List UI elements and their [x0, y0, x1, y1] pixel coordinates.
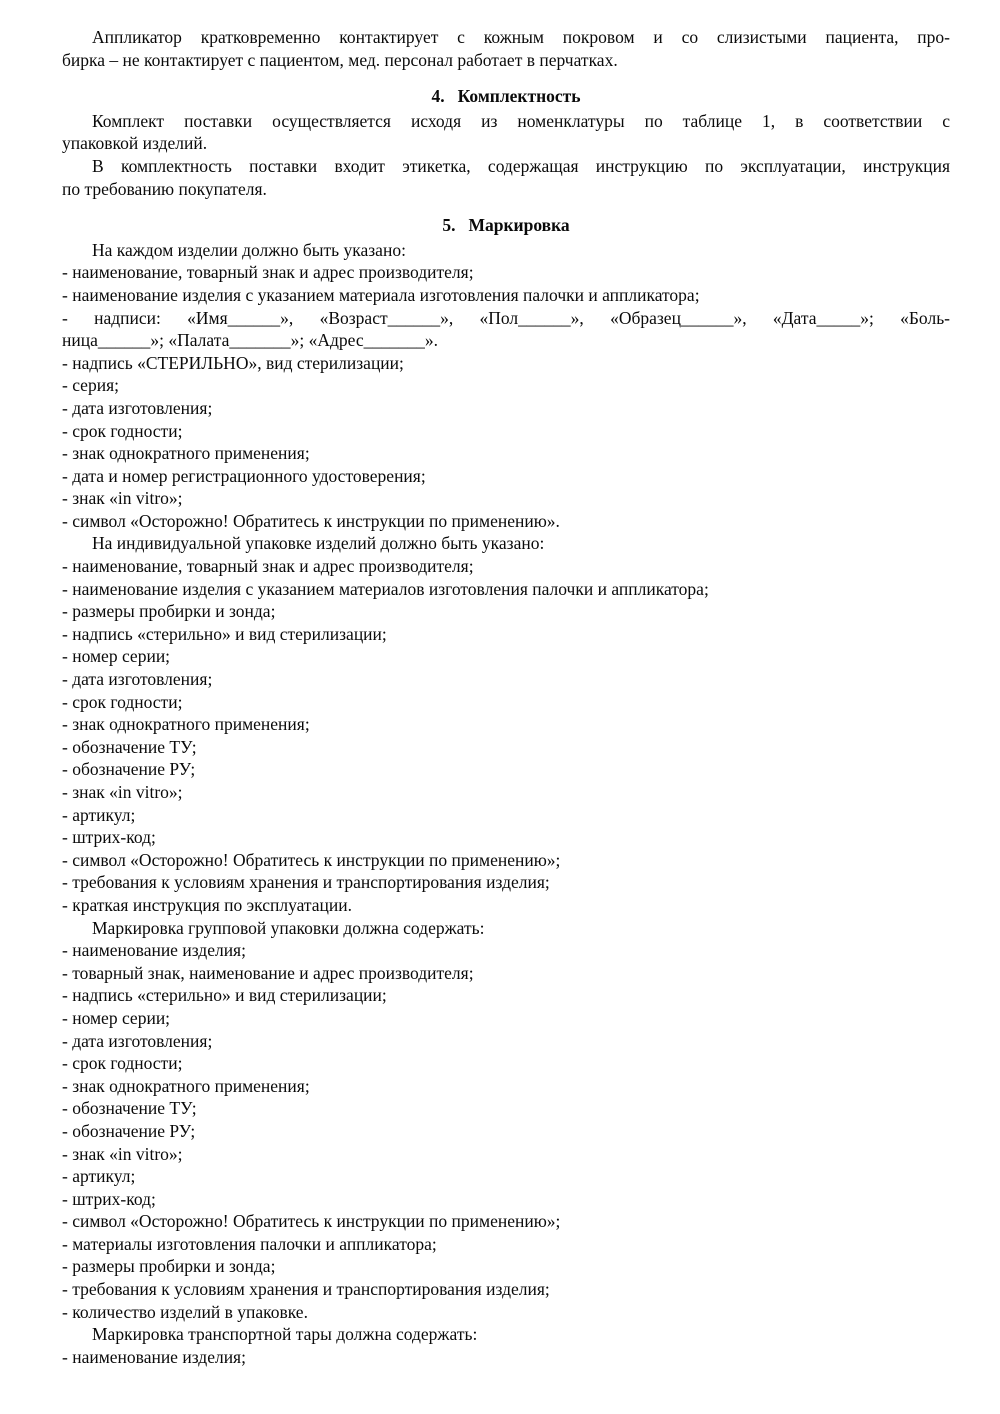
text-line: [62, 939, 950, 962]
line-text: - артикул;: [62, 1166, 136, 1187]
line-text: - знак «in vitro»;: [62, 488, 183, 509]
text-line: [62, 555, 950, 578]
section-title: Комплектность: [457, 86, 581, 107]
line-text: - обозначение РУ;: [62, 759, 196, 780]
text-line: [62, 1346, 950, 1369]
section-title: Маркировка: [468, 215, 570, 236]
line-text: - наименование изделия с указанием материалов изготовления палочки и аппликатора;: [62, 578, 709, 599]
text-line: [62, 1120, 950, 1143]
text-line: [62, 397, 950, 420]
line-text: - надписи: «Имя______», «Возраст______», «Пол______», «Образец______», «Дата_____»; «Боль-: [62, 307, 950, 328]
line-text: - наименование изделия;: [62, 1346, 246, 1367]
text-line: [62, 1255, 950, 1278]
line-text: На индивидуальной упаковке изделий должно быть указано:: [92, 533, 545, 554]
line-text: - краткая инструкция по эксплуатации.: [62, 894, 352, 915]
line-text: - количество изделий в упаковке.: [62, 1301, 308, 1322]
line-text: Аппликатор кратковременно контактирует с кожным покровом и со слизистыми пациента, про-: [92, 27, 950, 47]
text-line: [62, 1007, 950, 1030]
line-text: - дата изготовления;: [62, 1030, 213, 1051]
text-line: [62, 758, 950, 781]
line-text: - товарный знак, наименование и адрес производителя;: [62, 962, 474, 983]
text-line: [62, 1210, 950, 1233]
line-text: - обозначение ТУ;: [62, 736, 197, 757]
line-text: На каждом изделии должно быть указано:: [92, 239, 406, 260]
line-text: - дата и номер регистрационного удостоверения;: [62, 465, 426, 486]
line-text: - номер серии;: [62, 1007, 171, 1028]
text-line: [62, 1075, 950, 1098]
section-heading: [62, 85, 950, 108]
text-line: [62, 1233, 950, 1256]
text-line: [62, 984, 950, 1007]
line-text: бирка – не контактирует с пациентом, мед. персонал работает в перчатках.: [62, 49, 618, 70]
line-text: Маркировка транспортной тары должна содержать:: [92, 1324, 478, 1345]
text-line: [62, 1143, 950, 1166]
line-text: - срок годности;: [62, 691, 183, 712]
line-text: - надпись «стерильно» и вид стерилизации;: [62, 623, 387, 644]
line-text: Маркировка групповой упаковки должна содержать:: [92, 917, 485, 938]
text-line: [62, 623, 950, 646]
section-heading: [62, 214, 950, 237]
text-line: [62, 1030, 950, 1053]
line-text: - дата изготовления;: [62, 397, 213, 418]
line-text: - размеры пробирки и зонда;: [62, 1256, 276, 1277]
text-line: [62, 736, 950, 759]
line-text: - артикул;: [62, 804, 136, 825]
text-line: [62, 713, 950, 736]
text-line: [62, 668, 950, 691]
line-text: - надпись «СТЕРИЛЬНО», вид стерилизации;: [62, 352, 404, 373]
line-text: - размеры пробирки и зонда;: [62, 601, 276, 622]
line-text: - материалы изготовления палочки и аппликатора;: [62, 1233, 437, 1254]
paragraph-start-line: [62, 917, 950, 940]
text-line: [62, 1165, 950, 1188]
text-line: [62, 1097, 950, 1120]
line-text: - обозначение ТУ;: [62, 1098, 197, 1119]
line-text: ница______»; «Палата_______»; «Адрес_______».: [62, 330, 438, 351]
line-text: - надпись «стерильно» и вид стерилизации;: [62, 985, 387, 1006]
line-text: - знак однократного применения;: [62, 443, 310, 464]
paragraph-start-line: [62, 1323, 950, 1346]
paragraph-start-line: [62, 155, 950, 178]
line-text: - наименование, товарный знак и адрес производителя;: [62, 556, 474, 577]
text-line: [62, 307, 950, 330]
text-line: [62, 465, 950, 488]
line-text: упаковкой изделий.: [62, 133, 208, 154]
line-text: - знак «in vitro»;: [62, 782, 183, 802]
line-text: - символ «Осторожно! Обратитесь к инструкции по применению».: [62, 510, 560, 531]
text-line: [62, 804, 950, 827]
paragraph-start-line: [62, 239, 950, 262]
paragraph-start-line: [62, 110, 950, 133]
line-text: - штрих-код;: [62, 1188, 156, 1209]
line-text: - штрих-код;: [62, 827, 156, 848]
text-line: [62, 645, 950, 668]
line-text: - требования к условиям хранения и транспортирования изделия;: [62, 1279, 550, 1300]
paragraph-start-line: [62, 26, 950, 49]
text-line: [62, 261, 950, 284]
text-line: [62, 1188, 950, 1211]
line-text: - наименование изделия;: [62, 940, 246, 961]
line-text: - номер серии;: [62, 646, 171, 667]
text-line: [62, 849, 950, 872]
line-text: - символ «Осторожно! Обратитесь к инструкции по применению»;: [62, 849, 561, 870]
section-number: 5.: [442, 215, 456, 236]
text-line: [62, 49, 950, 72]
text-line: [62, 578, 950, 601]
line-text: - требования к условиям хранения и транспортирования изделия;: [62, 872, 550, 893]
text-line: [62, 894, 950, 917]
line-text: - дата изготовления;: [62, 669, 213, 690]
line-text: - обозначение РУ;: [62, 1120, 196, 1141]
paragraph-start-line: [62, 532, 950, 555]
line-text: Комплект поставки осуществляется исходя из номенклатуры по таблице 1, в соответствии с: [92, 110, 950, 131]
text-line: [62, 600, 950, 623]
text-line: [62, 962, 950, 985]
text-line: [62, 1052, 950, 1075]
text-line: [62, 510, 950, 533]
text-line: [62, 442, 950, 465]
line-text: по требованию покупателя.: [62, 178, 267, 199]
text-line: [62, 781, 950, 804]
line-text: - серия;: [62, 375, 119, 396]
text-line: [62, 178, 950, 201]
text-line: [62, 352, 950, 375]
line-text: - знак однократного применения;: [62, 714, 310, 735]
line-text: - срок годности;: [62, 420, 183, 441]
line-text: - срок годности;: [62, 1053, 183, 1074]
line-text: - знак «in vitro»;: [62, 1143, 183, 1164]
text-line: [62, 284, 950, 307]
text-line: [62, 329, 950, 352]
text-line: [62, 132, 950, 155]
text-line: [62, 691, 950, 714]
line-text: - наименование, товарный знак и адрес производителя;: [62, 262, 474, 283]
text-line: [62, 1301, 950, 1324]
line-text: - знак однократного применения;: [62, 1075, 310, 1096]
text-line: [62, 374, 950, 397]
text-line: [62, 487, 950, 510]
line-text: - наименование изделия с указанием материала изготовления палочки и аппликатора;: [62, 284, 700, 305]
line-text: В комплектность поставки входит этикетка, содержащая инструкцию по эксплуатации, инструкция: [92, 155, 950, 176]
text-line: [62, 1278, 950, 1301]
line-text: - символ «Осторожно! Обратитесь к инструкции по применению»;: [62, 1211, 561, 1232]
text-line: [62, 826, 950, 849]
section-number: 4.: [431, 86, 445, 107]
text-line: [62, 420, 950, 443]
text-line: [62, 871, 950, 894]
